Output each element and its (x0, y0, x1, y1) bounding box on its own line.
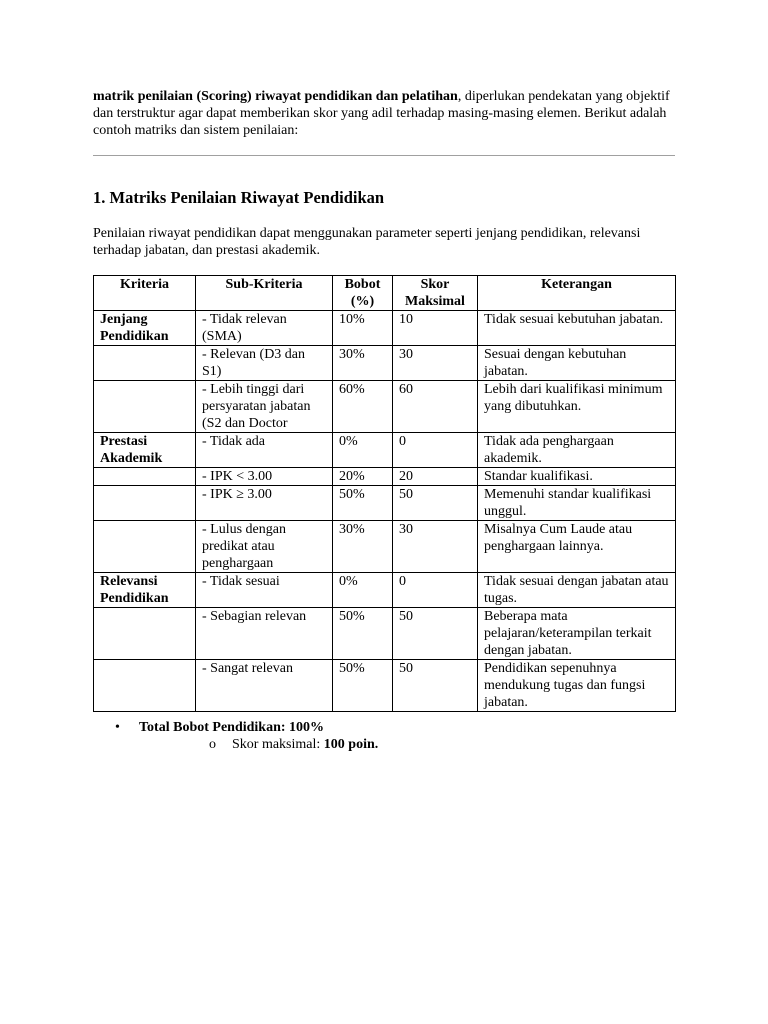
cell-kriteria: Jenjang Pendidikan (94, 311, 196, 346)
cell-kriteria (94, 660, 196, 712)
cell-bobot: 30% (333, 346, 393, 381)
cell-kriteria: Relevansi Pendidikan (94, 573, 196, 608)
summary-list (93, 719, 378, 753)
horizontal-rule (93, 155, 675, 156)
cell-kriteria (94, 468, 196, 486)
cell-keterangan: Misalnya Cum Laude atau penghargaan lainnya. (478, 521, 676, 573)
cell-sub-kriteria: - Sangat relevan (196, 660, 333, 712)
cell-kriteria (94, 486, 196, 521)
table-row (94, 433, 676, 468)
cell-skor: 50 (393, 608, 478, 660)
table-row (94, 346, 676, 381)
cell-skor: 30 (393, 346, 478, 381)
cell-skor: 50 (393, 486, 478, 521)
cell-skor: 0 (393, 573, 478, 608)
cell-keterangan: Tidak sesuai dengan jabatan atau tugas. (478, 573, 676, 608)
cell-sub-kriteria: - Tidak relevan (SMA) (196, 311, 333, 346)
table-row (94, 573, 676, 608)
cell-sub-kriteria: - Tidak ada (196, 433, 333, 468)
cell-bobot: 0% (333, 433, 393, 468)
cell-bobot: 30% (333, 521, 393, 573)
header-sub-kriteria: Sub-Kriteria (196, 276, 333, 311)
table-row (94, 486, 676, 521)
cell-kriteria (94, 346, 196, 381)
cell-sub-kriteria: - Lebih tinggi dari persyaratan jabatan (S2 dan Doctor (196, 381, 333, 433)
cell-bobot: 10% (333, 311, 393, 346)
cell-sub-kriteria: - Tidak sesuai (196, 573, 333, 608)
cell-skor: 0 (393, 433, 478, 468)
cell-keterangan: Lebih dari kualifikasi minimum yang dibutuhkan. (478, 381, 676, 433)
table-row (94, 311, 676, 346)
header-kriteria: Kriteria (94, 276, 196, 311)
skor-maksimal-label: Skor maksimal: (232, 737, 324, 752)
cell-sub-kriteria: - Relevan (D3 dan S1) (196, 346, 333, 381)
cell-kriteria (94, 521, 196, 573)
cell-keterangan: Sesuai dengan kebutuhan jabatan. (478, 346, 676, 381)
list-item (93, 719, 378, 753)
header-skor-maksimal: Skor Maksimal (393, 276, 478, 311)
cell-sub-kriteria: - Lulus dengan predikat atau penghargaan (196, 521, 333, 573)
section-heading: 1. Matriks Penilaian Riwayat Pendidikan (93, 188, 385, 207)
cell-keterangan: Tidak ada penghargaan akademik. (478, 433, 676, 468)
cell-keterangan: Memenuhi standar kualifikasi unggul. (478, 486, 676, 521)
intro-text: , diperlukan pendekatan yang objektif dan terstruktur agar dapat memberikan skor yang adil terhadap masing-masing elemen. Berikut adalah contoh matriks dan sistem penilaian: (93, 89, 670, 138)
cell-keterangan: Beberapa mata pelajaran/keterampilan terkait dengan jabatan. (478, 608, 676, 660)
header-bobot: Bobot (%) (333, 276, 393, 311)
scoring-matrix-table (93, 275, 676, 712)
sub-list (139, 736, 378, 753)
table-row (94, 608, 676, 660)
cell-skor: 10 (393, 311, 478, 346)
cell-keterangan: Pendidikan sepenuhnya mendukung tugas dan fungsi jabatan. (478, 660, 676, 712)
cell-bobot: 50% (333, 608, 393, 660)
table-row (94, 521, 676, 573)
cell-kriteria: Prestasi Akademik (94, 433, 196, 468)
total-bobot-label: Total Bobot Pendidikan: 100% (139, 720, 325, 735)
cell-bobot: 0% (333, 573, 393, 608)
cell-kriteria (94, 608, 196, 660)
table-row (94, 381, 676, 433)
cell-sub-kriteria: - IPK ≥ 3.00 (196, 486, 333, 521)
list-item (139, 736, 378, 753)
intro-bold-text: matrik penilaian (Scoring) riwayat pendidikan dan pelatihan (93, 89, 458, 104)
header-keterangan: Keterangan (478, 276, 676, 311)
cell-keterangan: Tidak sesuai kebutuhan jabatan. (478, 311, 676, 346)
intro-paragraph (93, 88, 675, 139)
cell-skor: 30 (393, 521, 478, 573)
cell-skor: 20 (393, 468, 478, 486)
table-row (94, 468, 676, 486)
circle-bullet-icon: o (209, 737, 216, 752)
cell-bobot: 60% (333, 381, 393, 433)
cell-bobot: 50% (333, 660, 393, 712)
skor-maksimal-value: 100 poin. (323, 737, 379, 752)
cell-sub-kriteria: - IPK < 3.00 (196, 468, 333, 486)
cell-bobot: 20% (333, 468, 393, 486)
cell-keterangan: Standar kualifikasi. (478, 468, 676, 486)
cell-skor: 60 (393, 381, 478, 433)
table-row (94, 660, 676, 712)
cell-sub-kriteria: - Sebagian relevan (196, 608, 333, 660)
section-paragraph: Penilaian riwayat pendidikan dapat menggunakan parameter seperti jenjang pendidikan, relevansi terhadap jabatan, dan prestasi akademik. (93, 226, 641, 258)
cell-bobot: 50% (333, 486, 393, 521)
cell-skor: 50 (393, 660, 478, 712)
cell-kriteria (94, 381, 196, 433)
bullet-icon: • (115, 720, 120, 735)
table-header-row (94, 276, 676, 311)
